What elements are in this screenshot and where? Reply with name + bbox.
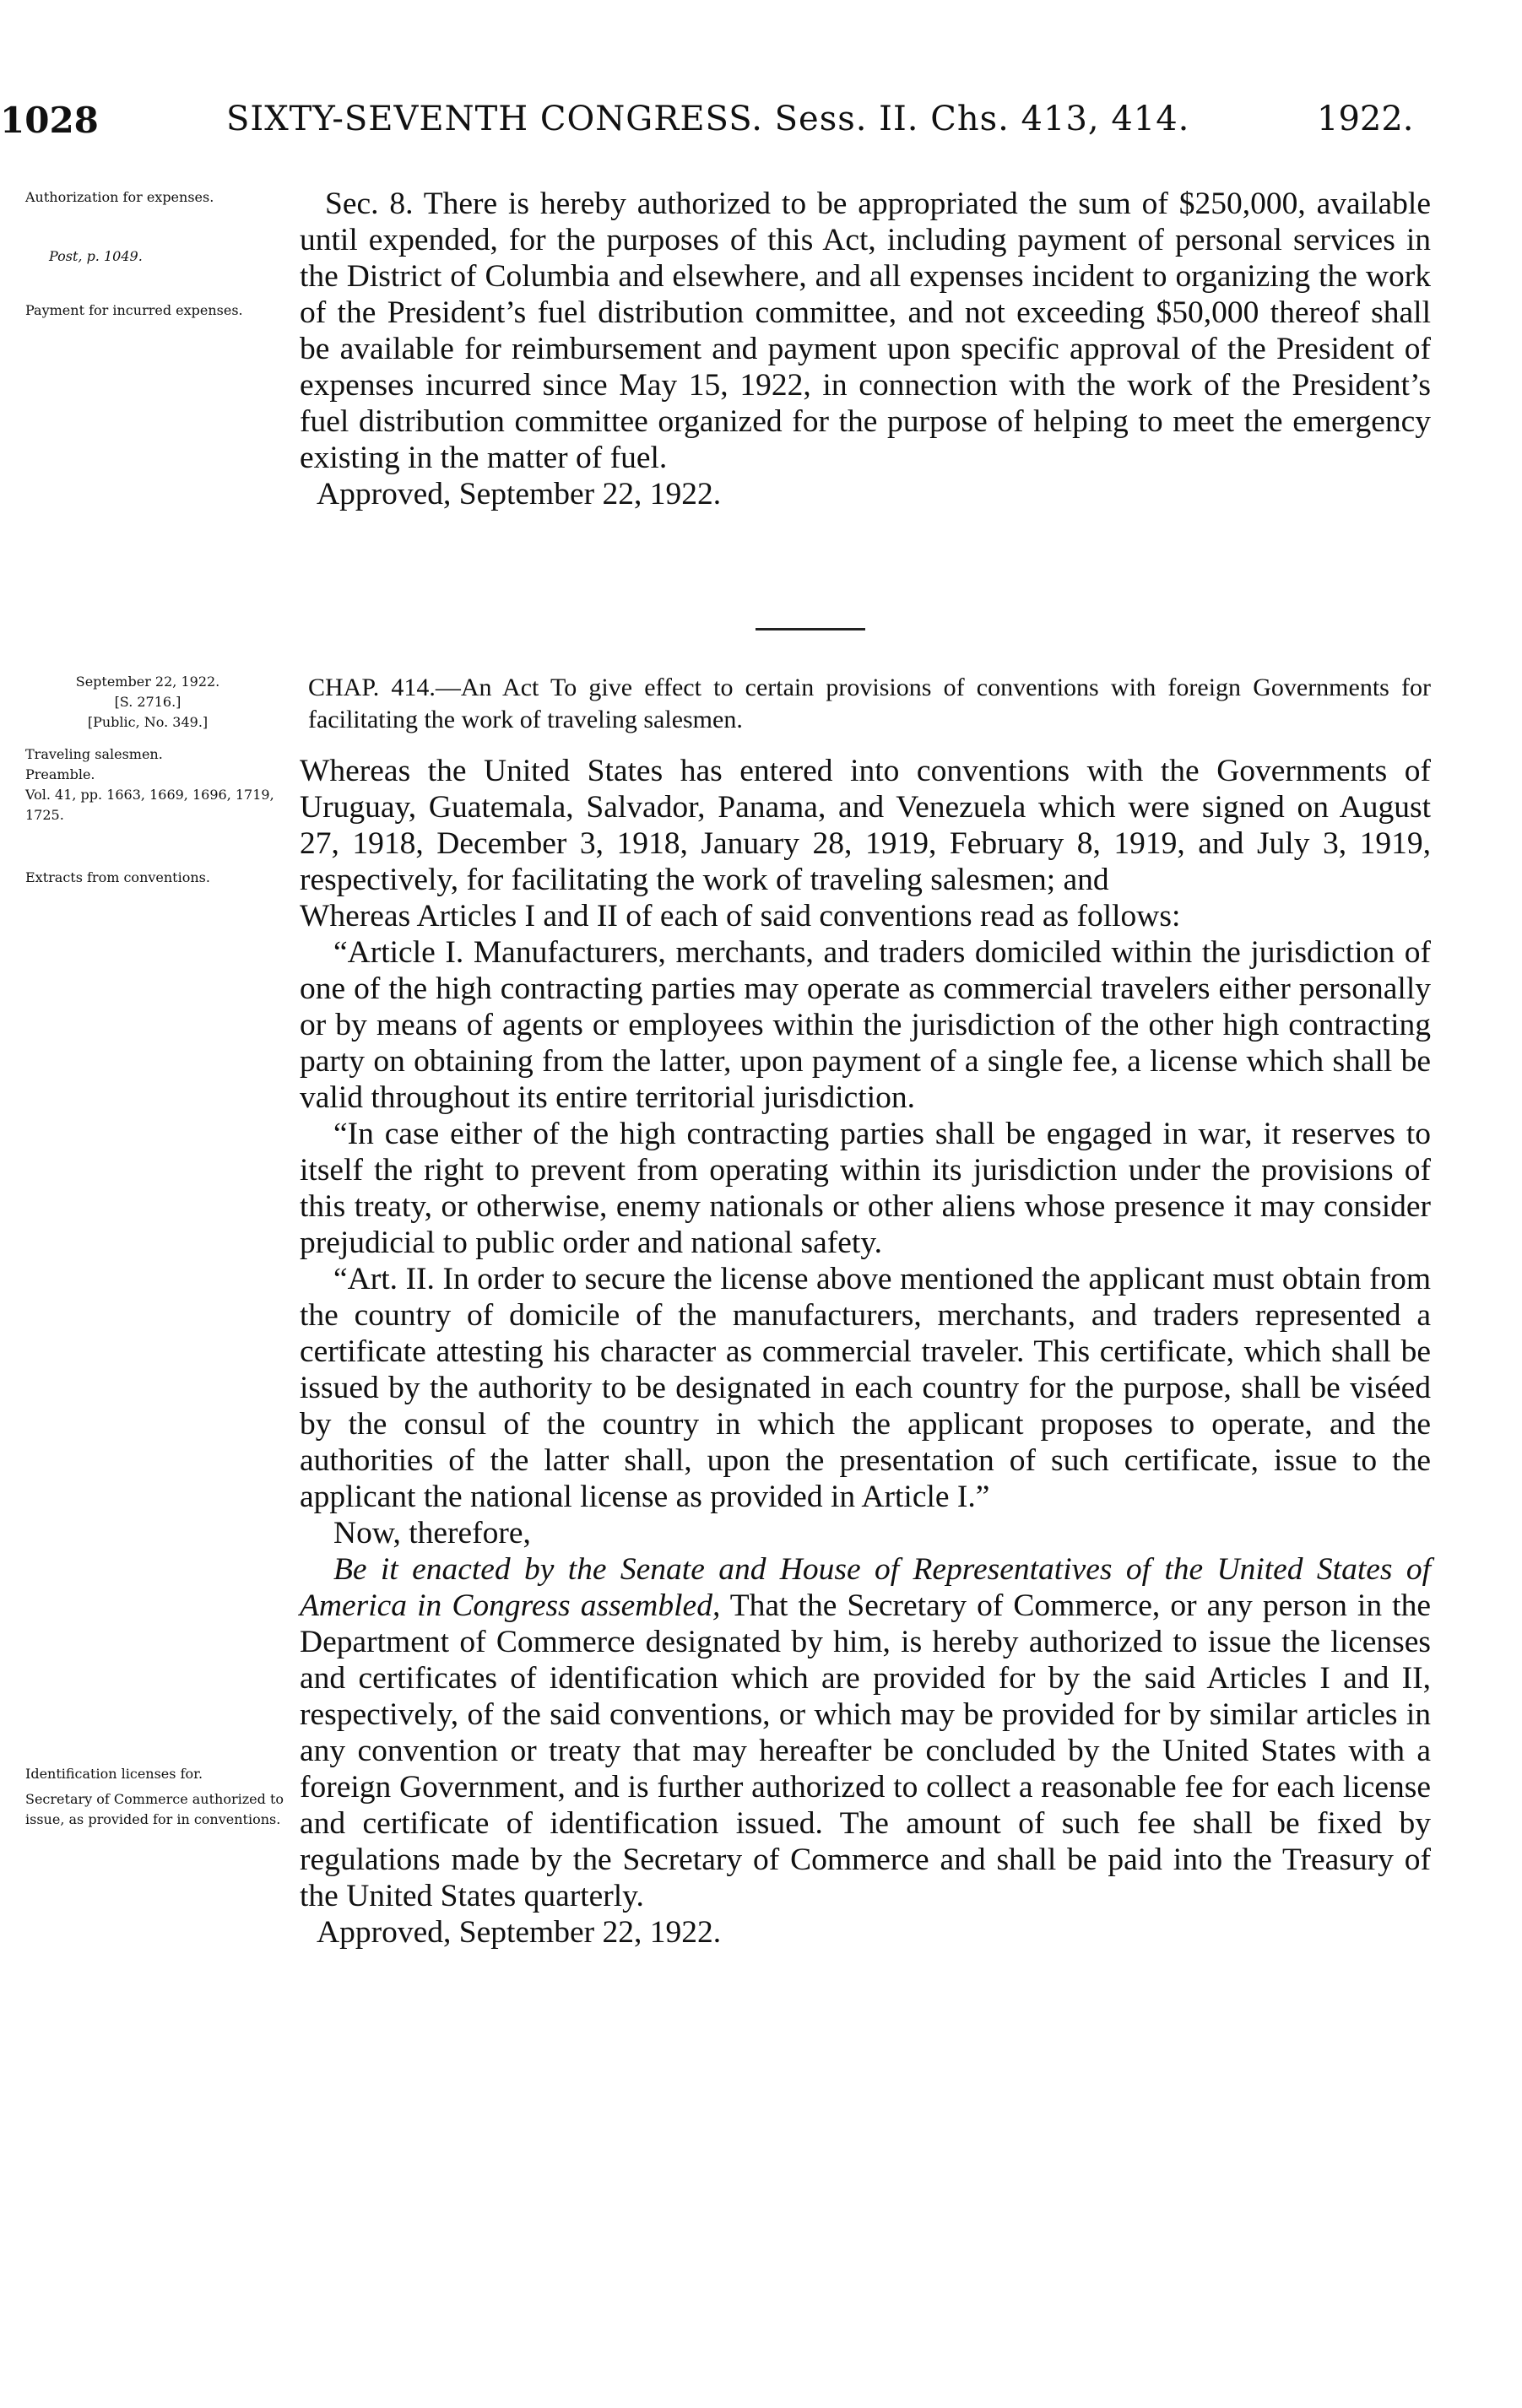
margin-note-vol-ref: Vol. 41, pp. 1663, 1669, 1696, 1719, 1725.	[25, 787, 274, 823]
section-8	[300, 186, 1431, 512]
margin-note-identification: Identification licenses for.	[25, 1766, 203, 1782]
chapter-heading: CHAP. 414.—An Act To give effect to certain provisions of conventions with foreign Governments for facilitating the work of traveling salesmen.	[308, 674, 1431, 733]
margin-notes-chap414-top	[25, 672, 304, 888]
now-therefore: Now, therefore,	[333, 1516, 531, 1550]
chapter-414-body	[300, 753, 1431, 1951]
margin-notes-sec8	[25, 187, 304, 321]
section-8-approved: Approved, September 22, 1922.	[317, 477, 722, 511]
margin-note-traveling: Traveling salesmen.	[25, 746, 163, 762]
margin-note-payment: Payment for incurred expenses.	[25, 302, 243, 318]
margin-note-public: [Public, No. 349.]	[87, 714, 209, 730]
whereas-clause-2: Whereas Articles I and II of each of said conventions read as follows:	[300, 899, 1181, 933]
page-number: 1028	[0, 100, 99, 141]
margin-note-extracts: Extracts from conventions.	[25, 869, 210, 885]
enacting-section	[300, 1551, 1431, 1914]
margin-notes-enact	[25, 1764, 291, 1830]
margin-note-authorization: Authorization for expenses.	[25, 189, 214, 205]
section-8-text: Sec. 8. There is hereby authorized to be appropriated the sum of $250,000, available until expended, for the purposes of this Act, including payment of personal services in the District of Columbia and elsewhere, and all expenses incident to organizing the work of the President’s fuel distribution committee, and not exceeding $50,000 thereof shall be available for reimbursement and payment upon specific approval of the President of expenses incurred since May 15, 1922, in connection with the work of the President’s fuel distribution committee organized for the purpose of helping to meet the emergency existing in the matter of fuel.	[300, 187, 1431, 475]
whereas-clause-1: Whereas the United States has entered into conventions with the Governments of Uruguay, Guatemala, Salvador, Panama, and Venezuela which were signed on August 27, 1918, December 3, 1918, January 28, 1919, February 8, 1919, and July 3, 1919, respectively, for facilitating the work of traveling salesmen; and	[300, 754, 1431, 897]
header-year: 1922.	[1317, 100, 1414, 138]
margin-note-preamble: Preamble.	[25, 766, 95, 782]
enacting-text: That the Secretary of Commerce, or any person in the Department of Commerce designated by him, is hereby authorized to issue the licenses and certificates of identification which are provided for by the said Articles I and II, respectively, of the said conventions, or which may be provided for by similar articles in any convention or treaty that may hereafter be concluded by the United States with a foreign Government, and is further authorized to collect a reasonable fee for each license and certificate of identification issued. The amount of such fee shall be fixed by regulations made by the Secretary of Commerce and shall be paid into the Treasury of the United States quarterly.	[300, 1588, 1431, 1913]
chapter-414-approved: Approved, September 22, 1922.	[317, 1915, 722, 1950]
war-clause-quote: “In case either of the high contracting parties shall be engaged in war, it reserves to itself the right to prevent from operating within its jurisdiction under the provisions of this treaty, or otherwise, enemy nationals or other aliens whose presence it may consider prejudicial to public order and national safety.	[300, 1117, 1431, 1260]
margin-note-post: Post, p. 1049.	[49, 248, 143, 264]
margin-note-date: September 22, 1922.	[75, 674, 220, 690]
article-1-quote: “Article I. Manufacturers, merchants, and traders domiciled within the jurisdiction of one of the high contracting parties may operate as commercial travelers either personally or by means of agents or employees within the jurisdiction of the other high contracting party on obtaining from the latter, upon payment of a single fee, a license which shall be valid throughout its entire territorial jurisdiction.	[300, 935, 1431, 1115]
article-2-quote: “Art. II. In order to secure the license above mentioned the applicant must obtain from the country of domicile of the manufacturers, merchants, and traders represented a certificate attesting his character as commercial traveler. This certificate, which shall be issued by the authority to be designated in each country for the purpose, shall be viséed by the consul of the country in which the applicant proposes to operate, and the authorities of the latter shall, upon the presentation of such certificate, issue to the applicant the national license as provided in Article I.”	[300, 1262, 1431, 1514]
margin-note-secretary: Secretary of Commerce authorized to issue, as provided for in conventions.	[25, 1791, 284, 1827]
enacting-clause: Be it enacted by the Senate and House of Representatives of the United States of America in Congress assembled,	[300, 1552, 1431, 1623]
margin-note-bill: [S. 2716.]	[114, 694, 181, 710]
section-divider	[756, 628, 865, 630]
running-title: SIXTY-SEVENTH CONGRESS. Sess. II. Chs. 413, 414.	[226, 100, 1190, 138]
page-header	[0, 100, 1522, 150]
